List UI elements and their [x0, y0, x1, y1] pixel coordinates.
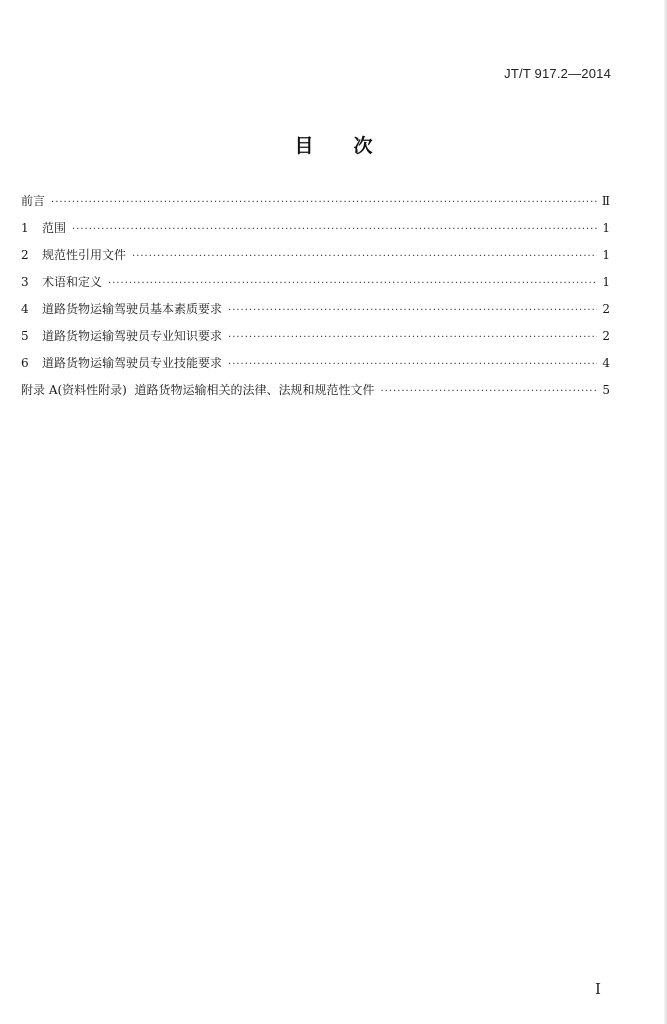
toc-entry-foreword[interactable]: [21, 192, 610, 219]
toc-entry-scope[interactable]: [21, 219, 610, 246]
toc-entry-number: 4: [21, 302, 29, 316]
table-of-contents: [21, 192, 610, 408]
toc-entry-label: 道路货物运输驾驶员专业知识要求: [42, 329, 223, 343]
dot-leader: [108, 278, 597, 289]
toc-entry-number: 5: [21, 329, 29, 343]
toc-entry-page: 5: [602, 383, 610, 397]
toc-entry-page: 1: [602, 275, 610, 289]
toc-entry-label: 道路货物运输驾驶员专业技能要求: [42, 356, 223, 370]
toc-entry-basic-qualities[interactable]: [21, 300, 610, 327]
dot-leader: [51, 197, 597, 208]
dot-leader: [72, 224, 597, 235]
toc-title-char-2: 次: [353, 135, 373, 157]
toc-title: [0, 131, 667, 158]
toc-entry-label: 前言: [21, 194, 46, 208]
toc-entry-label: 规范性引用文件: [42, 248, 127, 262]
toc-entry-professional-knowledge[interactable]: [21, 327, 610, 354]
toc-entry-label: 范围: [42, 221, 67, 235]
toc-entry-appendix-a[interactable]: [21, 381, 610, 408]
toc-entry-number: 3: [21, 275, 29, 289]
toc-entry-label: 术语和定义: [42, 275, 103, 289]
dot-leader: [228, 305, 597, 316]
toc-entry-page: 1: [602, 248, 610, 262]
toc-entry-page: 4: [602, 356, 610, 370]
toc-entry-label: 道路货物运输驾驶员基本素质要求: [42, 302, 223, 316]
toc-entry-page: 2: [602, 302, 610, 316]
dot-leader: [228, 332, 597, 343]
toc-entry-terms-definitions[interactable]: [21, 273, 610, 300]
toc-entry-professional-skills[interactable]: [21, 354, 610, 381]
dot-leader: [228, 359, 597, 370]
toc-entry-page: 1: [602, 221, 610, 235]
toc-entry-normative-references[interactable]: [21, 246, 610, 273]
dot-leader: [380, 386, 597, 397]
toc-title-char-1: 目: [294, 135, 314, 157]
toc-entry-number: 2: [21, 248, 29, 262]
toc-entry-page: 2: [602, 329, 610, 343]
toc-entry-page: Ⅱ: [601, 194, 610, 208]
toc-entry-label: 附录 A(资料性附录) 道路货物运输相关的法律、法规和规范性文件: [21, 383, 375, 397]
dot-leader: [132, 251, 597, 262]
toc-entry-number: 1: [21, 221, 29, 235]
standard-number: JT/T 917.2—2014: [504, 66, 611, 81]
page-folio: I: [595, 980, 601, 998]
toc-entry-number: 6: [21, 356, 29, 370]
